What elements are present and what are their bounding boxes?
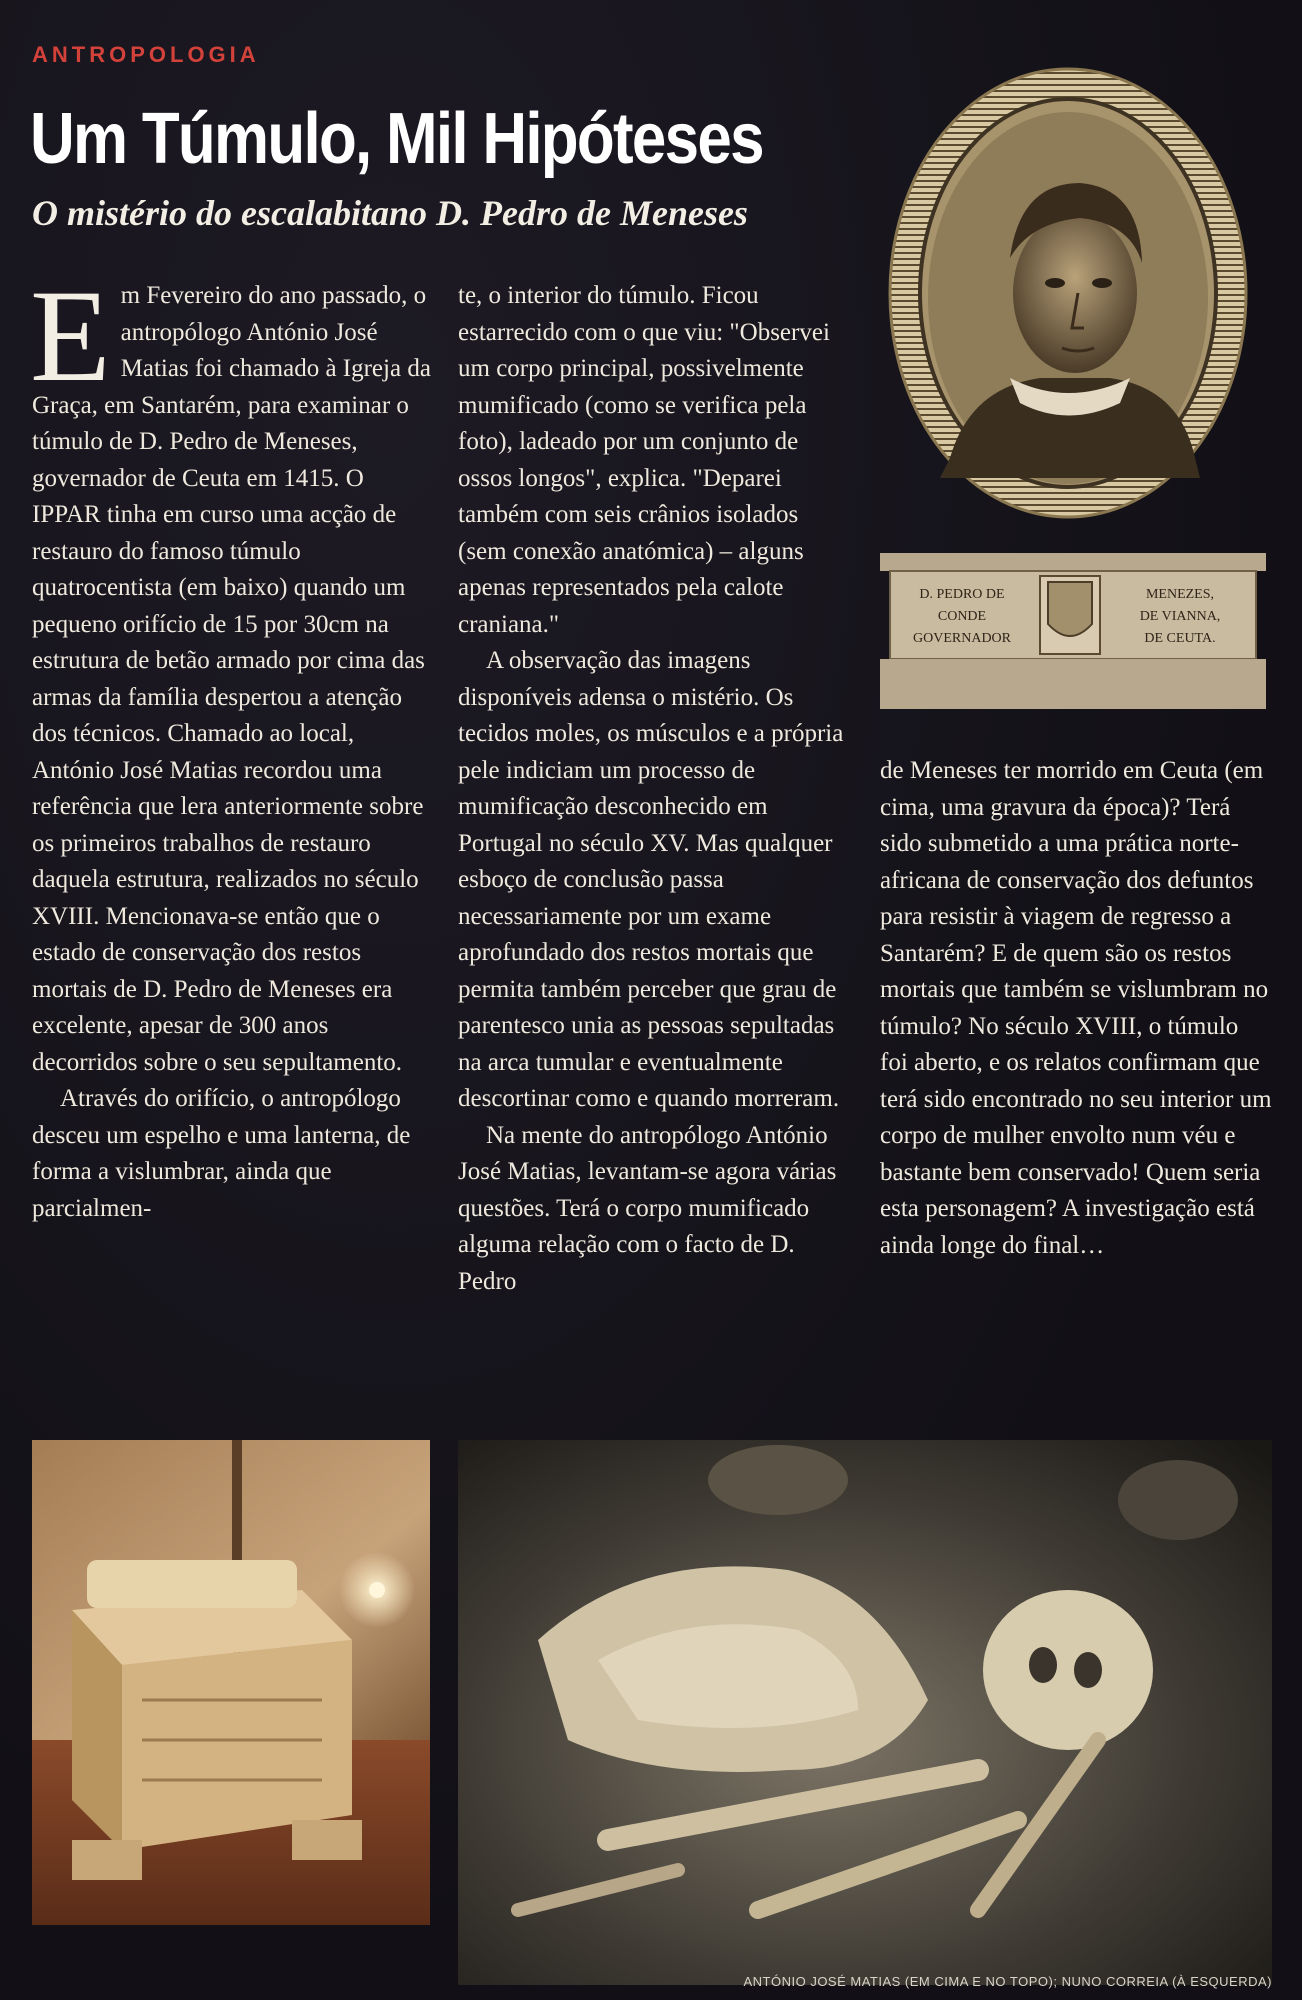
tomb-photo — [32, 1440, 430, 1925]
portrait-engraving — [880, 58, 1270, 718]
paragraph-4-continued: de Meneses ter morrido em Ceuta (em cima, uma gravura da época)? Terá sido submetido a uma prática norte-africana de conservação dos defuntos para resistir à viagem de regresso a Santarém? E de quem são os restos mortais que também se vislumbram no túmulo? No século XVIII, o túmulo foi aberto, e os relatos confirmam que terá sido encontrado no seu interior um corpo de mulher envolto num véu e bastante bem conservado! Quem seria esta personagem? A investigação está ainda longe do final… — [880, 757, 1272, 1259]
article-column-3 — [880, 753, 1272, 1264]
photo-credit: ANTÓNIO JOSÉ MATIAS (EM CIMA E NO TOPO); NUNO CORREIA (À ESQUERDA) — [743, 1974, 1272, 1989]
plaque-right-line-2: DE VIANNA, — [1139, 609, 1221, 624]
paragraph-4-start: Na mente do antropólogo António José Matias, levantam-se agora várias questões. Terá o corpo mumificado alguma relação com o facto de D. Pedro — [458, 1121, 837, 1295]
plaque-right-line-1: MENEZES, — [1145, 587, 1215, 602]
article-column-2 — [458, 278, 850, 1300]
section-label: ANTROPOLOGIA — [32, 42, 260, 67]
drop-cap: E — [30, 262, 111, 409]
paragraph-1: Em Fevereiro do ano passado, o antropólogo António José Matias foi chamado à Igreja da Graça, em Santarém, para examinar o túmulo de D. Pedro de Meneses, governador de Ceuta em 1415. O IPPAR tinha em curso uma acção de restauro do famoso túmulo quatrocentista (em baixo) quando um pequeno orifício de 15 por 30cm na estrutura de betão armado por cima das armas da família despertou a atenção dos técnicos. Chamado ao local, António José Matias recordou uma referência que lera anteriormente sobre os primeiros trabalhos de restauro daquela estrutura, realizados no século XVIII. Mencionava-se então que o estado de conservação dos restos mortais de D. Pedro de Meneses era excelente, apesar de 300 anos decorridos sobre o seu sepultamento. — [30, 262, 431, 1076]
article-column-1 — [30, 262, 432, 1227]
plaque-left-line-3: GOVERNADOR — [913, 631, 1011, 646]
subheadline: O mistério do escalabitano D. Pedro de Meneses — [32, 193, 748, 233]
plaque-right-line-3: DE CEUTA. — [1144, 631, 1216, 646]
paragraph-3: A observação das imagens disponíveis adensa o mistério. Os tecidos moles, os músculos e a própria pele indiciam um processo de mumificação desconhecido em Portugal no século XV. Mas qualquer esboço de conclusão passa necessariamente por um exame aprofundado dos restos mortais que permita também perceber que grau de parentesco unia as pessoas sepultadas na arca tumular e eventualmente descortinar como e quando morreram. — [458, 647, 844, 1112]
headline: Um Túmulo, Mil Hipóteses — [30, 99, 763, 179]
remains-photo — [458, 1440, 1272, 1985]
paragraph-2-start: Através do orifício, o antropólogo desceu um espelho e uma lanterna, de forma a vislumbrar, ainda que parcialmen- — [32, 1085, 411, 1222]
plaque-left-line-2: CONDE — [937, 609, 987, 624]
plaque-left-line-1: D. PEDRO DE — [919, 587, 1005, 602]
paragraph-2-continued: te, o interior do túmulo. Ficou estarrecido com o que viu: "Observei um corpo principal, possivelmente mumificado (como se verifica pela foto), ladeado por um conjunto de ossos longos", explica. "Deparei também com seis crânios isolados (sem conexão anatómica) – alguns apenas representados pela calote craniana." — [458, 282, 830, 638]
